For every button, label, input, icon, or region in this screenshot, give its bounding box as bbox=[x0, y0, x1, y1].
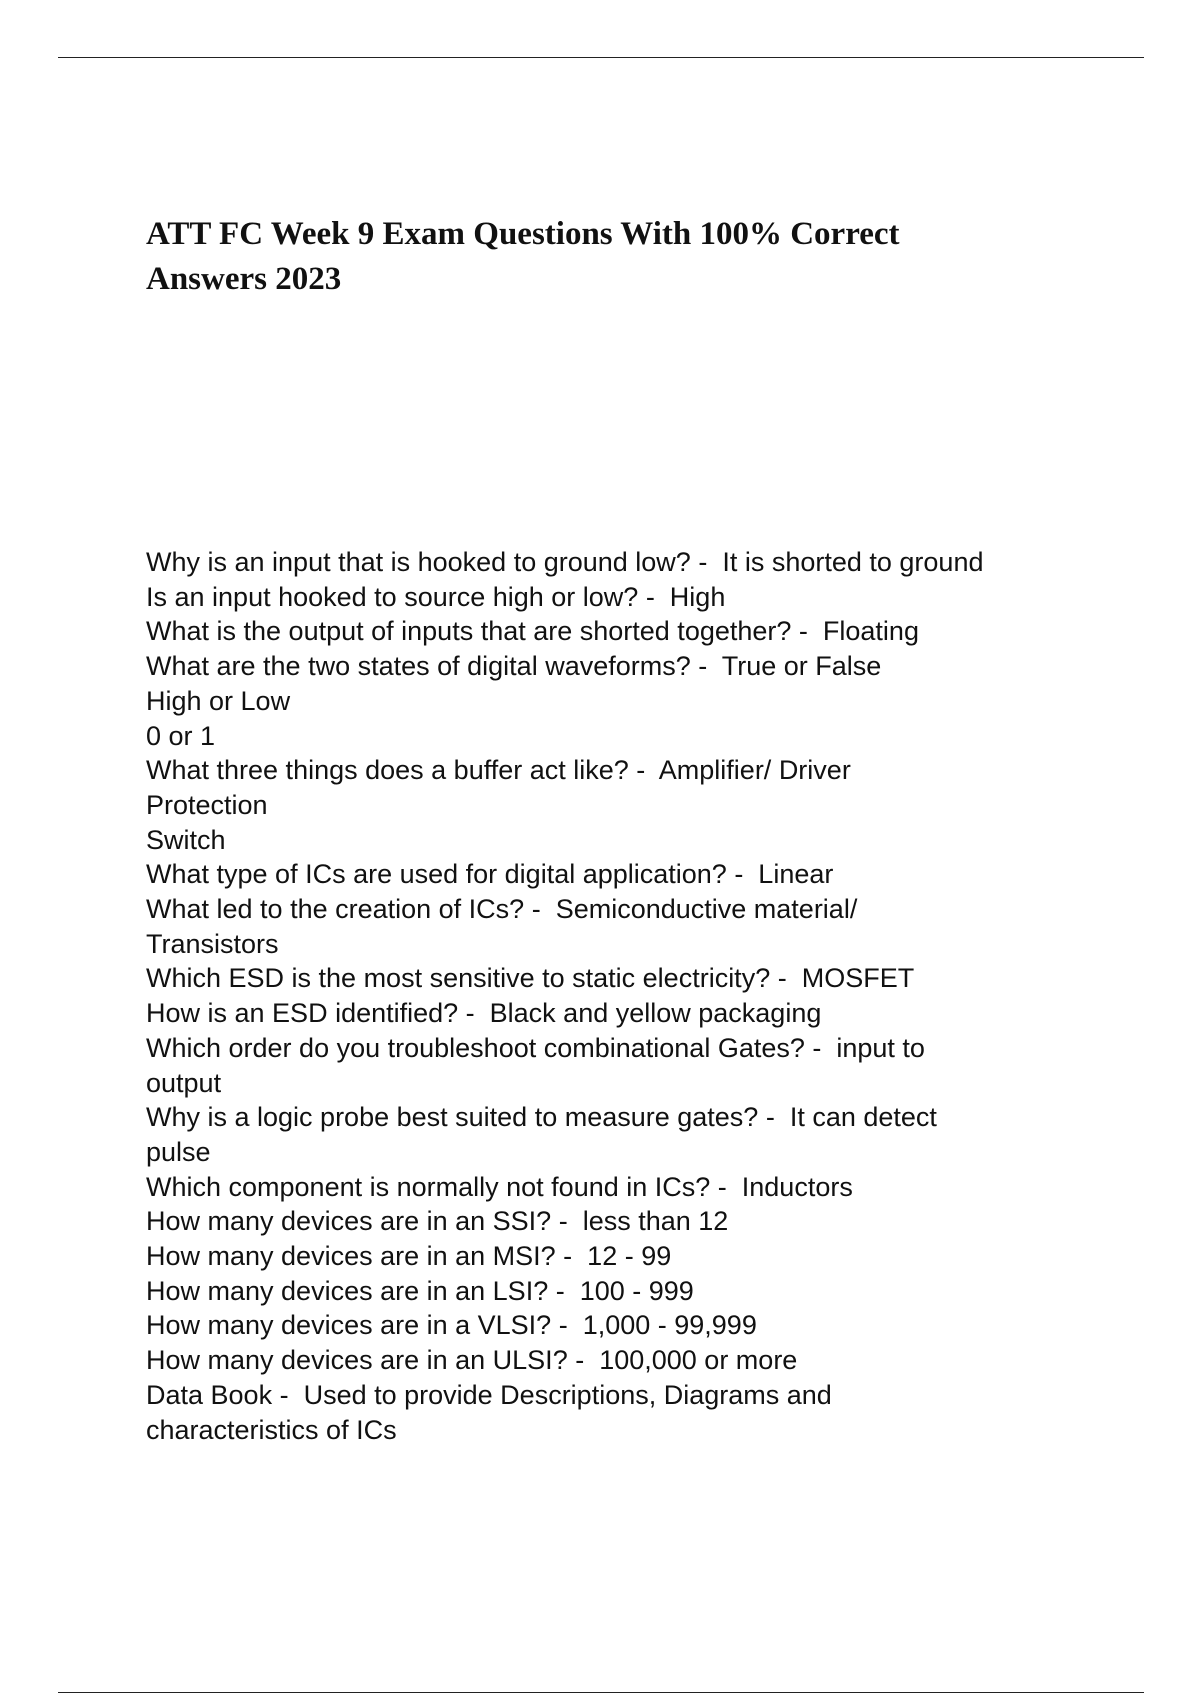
title-line-1: ATT FC Week 9 Exam Questions With 100% Correct bbox=[146, 216, 900, 252]
qa-line: What are the two states of digital waveforms? - True or False bbox=[146, 651, 882, 682]
qa-line: Protection bbox=[146, 789, 268, 820]
bottom-divider bbox=[58, 1692, 1144, 1693]
qa-line: Data Book - Used to provide Descriptions, Diagrams and bbox=[146, 1379, 832, 1410]
qa-line: 0 or 1 bbox=[146, 720, 216, 751]
qa-line: What led to the creation of ICs? - Semiconductive material/ bbox=[146, 894, 858, 925]
qa-line: What type of ICs are used for digital application? - Linear bbox=[146, 859, 834, 890]
qa-line: pulse bbox=[146, 1136, 211, 1167]
qa-line: How many devices are in an SSI? - less than 12 bbox=[146, 1206, 729, 1237]
qa-line: output bbox=[146, 1067, 222, 1098]
qa-line: How many devices are in a VLSI? - 1,000 - 99,999 bbox=[146, 1310, 757, 1341]
qa-line: characteristics of ICs bbox=[146, 1414, 397, 1445]
qa-list bbox=[146, 545, 1106, 1447]
qa-line: What three things does a buffer act like? - Amplifier/ Driver bbox=[146, 755, 851, 786]
qa-line: How many devices are in an LSI? - 100 - 999 bbox=[146, 1275, 694, 1306]
qa-line: How is an ESD identified? - Black and yellow packaging bbox=[146, 998, 822, 1029]
top-divider bbox=[58, 57, 1144, 58]
qa-line: Why is a logic probe best suited to measure gates? - It can detect bbox=[146, 1102, 937, 1133]
qa-line: Which order do you troubleshoot combinational Gates? - input to bbox=[146, 1032, 925, 1063]
qa-line: How many devices are in an ULSI? - 100,000 or more bbox=[146, 1345, 798, 1376]
qa-line: Is an input hooked to source high or low? - High bbox=[146, 581, 726, 612]
qa-line: Which component is normally not found in ICs? - Inductors bbox=[146, 1171, 853, 1202]
qa-line: Which ESD is the most sensitive to static electricity? - MOSFET bbox=[146, 963, 915, 994]
qa-line: High or Low bbox=[146, 685, 291, 716]
title-line-2: Answers 2023 bbox=[146, 261, 342, 297]
qa-line: Switch bbox=[146, 824, 226, 855]
document-title bbox=[146, 212, 1046, 302]
qa-line: Transistors bbox=[146, 928, 279, 959]
qa-line: How many devices are in an MSI? - 12 - 99 bbox=[146, 1241, 672, 1272]
qa-line: What is the output of inputs that are shorted together? - Floating bbox=[146, 616, 919, 647]
qa-line: Why is an input that is hooked to ground low? - It is shorted to ground bbox=[146, 547, 984, 577]
